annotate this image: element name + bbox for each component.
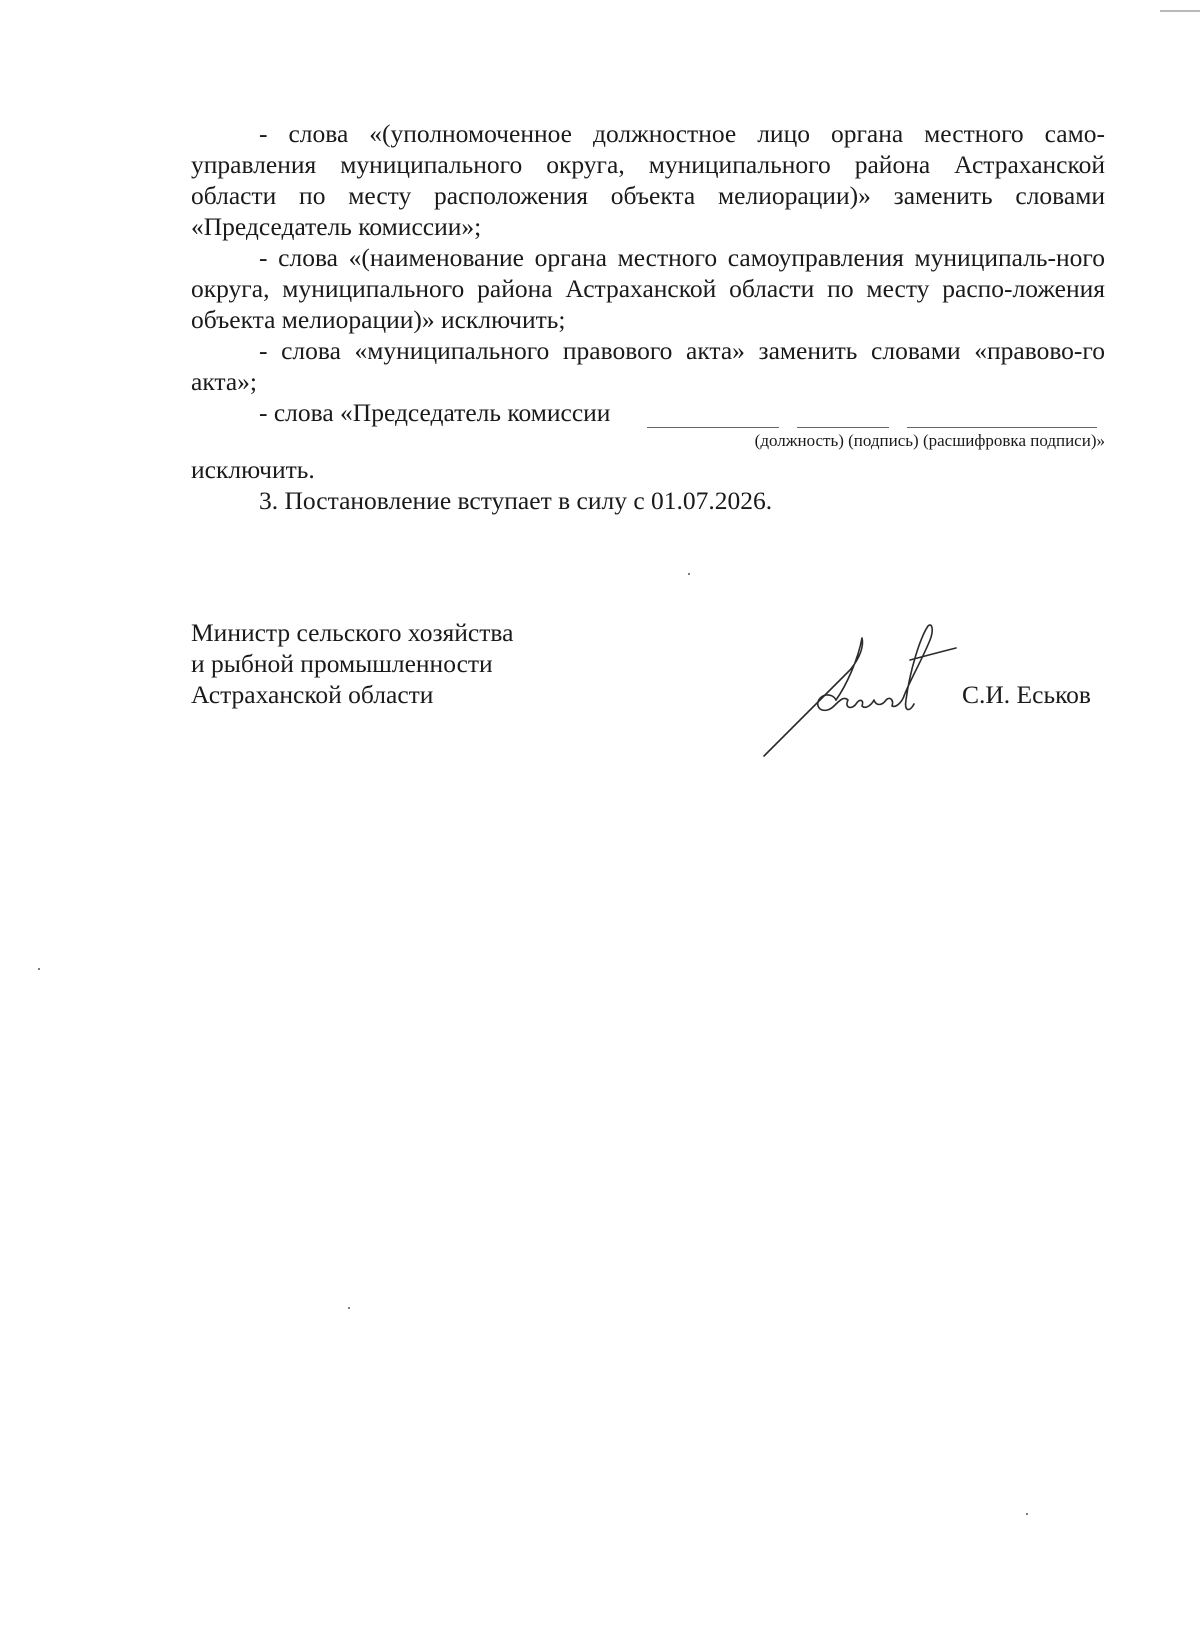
paragraph-3: - слова «муниципального правового акта» заменить словами «правово-го акта»;	[191, 336, 1105, 396]
scan-speck	[1026, 1513, 1028, 1515]
chair-line-suffix: исключить.	[191, 455, 315, 484]
chair-line-caption: (должность) (подпись) (расшифровка подписи)»	[754, 431, 1105, 450]
effective-clause: 3. Постановление вступает в силу с 01.07.2026.	[259, 486, 773, 515]
minister-title-line: и рыбной промышленности	[191, 649, 493, 678]
chair-line-prefix: - слова «Председатель комиссии	[259, 398, 611, 427]
blank-line-position	[647, 427, 779, 428]
blank-fill-lines	[647, 427, 1097, 428]
scan-speck	[348, 1307, 350, 1309]
signer-name: С.И. Еськов	[962, 680, 1091, 709]
minister-title-line: Астраханской области	[191, 680, 434, 709]
blank-line-signature	[797, 427, 889, 428]
minister-title-line: Министр сельского хозяйства	[191, 618, 514, 647]
chair-signature-line	[191, 397, 1105, 428]
blank-line-decoding	[907, 427, 1097, 428]
minister-title	[191, 617, 611, 710]
scan-speck	[38, 968, 40, 970]
scan-edge-mark	[1160, 10, 1200, 12]
paragraph-2: - слова «(наименование органа местного самоуправления муниципаль-ного округа, муниципального района Астраханской области по месту распо-ложения объекта мелиорации)» исключить;	[191, 243, 1105, 334]
handwritten-signature-icon	[760, 620, 970, 760]
amendment-text	[191, 118, 1105, 516]
paragraph-1: - слова «(уполномоченное должностное лицо органа местного само-управления муниципального округа, муниципального района Астраханской области по месту расположения объекта мелиорации)» заменить словами «Председатель комиссии»;	[191, 119, 1105, 241]
scan-speck	[688, 573, 690, 575]
